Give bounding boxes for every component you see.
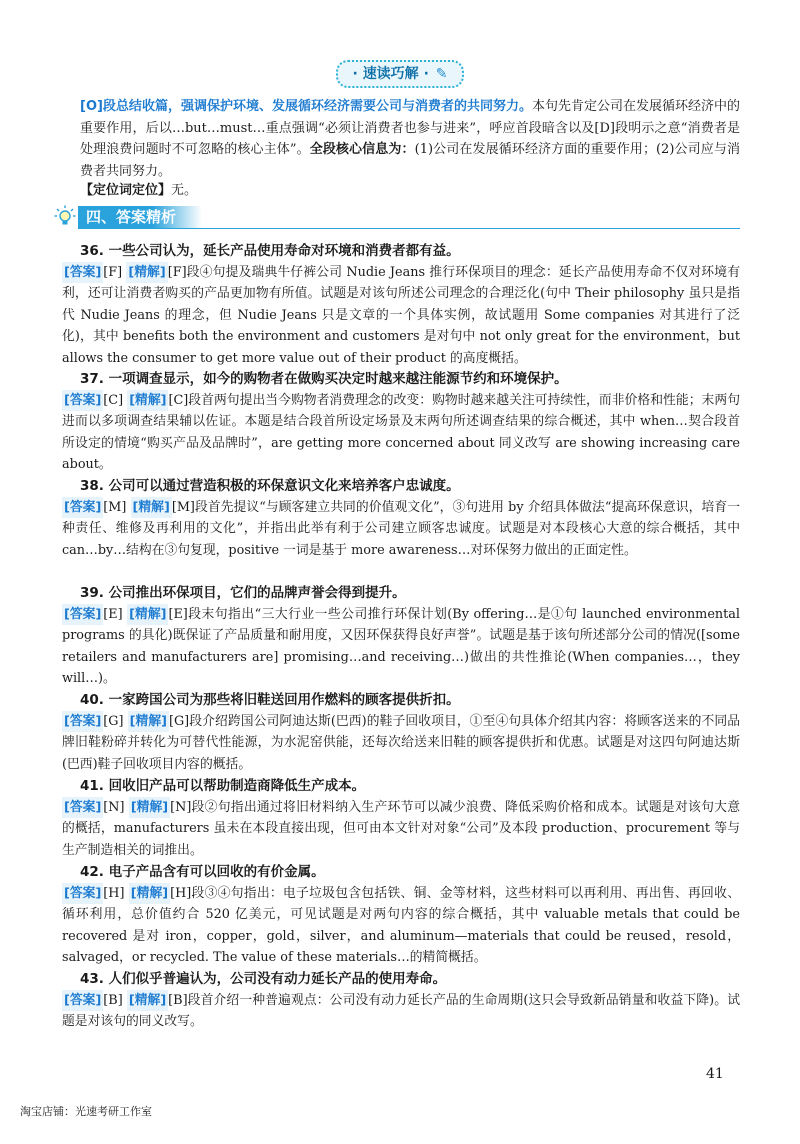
summary-paragraph bbox=[80, 96, 740, 182]
analysis-tag: [精解] bbox=[129, 883, 170, 904]
analysis-tag: [精解] bbox=[129, 797, 170, 818]
analysis-tag: [精解] bbox=[127, 604, 168, 625]
summary-body: 本句先肯定公司在发展循环经济中的重要作用，后以…but…must…重点强调“必须让消费者也参与进来”，呼应首段暗含以及[D]段明示之意“消费者是处理浪费问题时不可忽略的核心主体”。 bbox=[80, 99, 740, 157]
analysis-tag: [精解] bbox=[131, 497, 172, 518]
footer-shop-label: 淘宝店铺：光速考研工作室 bbox=[20, 1105, 152, 1118]
answer-38 bbox=[62, 497, 740, 561]
answer-tag: [答案] bbox=[62, 604, 103, 625]
answer-text: [H]段③④句指出：电子垃圾包含包括铁、铜、金等材料，这些材料可以再利用、再出售、再回收、循环利用，总价值约合 520 亿美元，可见试题是对两句内容的综合概括，其中 valuable metals that could be recovered 是对 iron，copper，gold，silver，and aluminum—materials that could be reused，resold，salvaged，or recycled. The value of these materials…的精简概括。 bbox=[62, 886, 740, 966]
analysis-tag: [精解] bbox=[128, 711, 169, 732]
answer-tag: [答案] bbox=[62, 711, 103, 732]
question-37: 37. 一项调查显示，如今的购物者在做购买决定时越来越注能源节约和环境保护。 bbox=[80, 371, 568, 387]
summary-lead: [O]段总结收篇，强调保护环境、发展循环经济需要公司与消费者的共同努力。 bbox=[80, 99, 532, 114]
core-text: (1)公司在发展循环经济方面的重要作用；(2)公司应与消费者共同努力。 bbox=[80, 142, 740, 179]
speed-reading-badge bbox=[336, 60, 463, 88]
speed-reading-header bbox=[0, 60, 800, 88]
badge-label: 速读巧解 bbox=[362, 66, 419, 82]
answer-text: [F]段④句提及瑞典牛仔裤公司 Nudie Jeans 推行环保项目的理念：延长产品使用寿命不仅对环境有利，还可让消费者购买的产品更加物有所值。试题是对该句所述公司理念的合理泛化(句中 Their philosophy 虽只是指代 Nudie Jeans 的理念，但 Nudie Jeans 只是文章的一个具体实例，故试题用 Some companies 对其进行了泛化)，其中 benefits both the environment and customers 是对句中 not only great for the environment，but allows the consumer to get more value out of their product 的高度概括。 bbox=[62, 265, 740, 366]
answer-key: [C] bbox=[103, 393, 124, 408]
locate-value: 无。 bbox=[171, 183, 198, 198]
answer-text: [B]段首介绍一种普遍观点：公司没有动力延长产品的生命周期(这只会导致新品销量和收益下降)。试题是对该句的同义改写。 bbox=[62, 993, 740, 1030]
analysis-tag: [精解] bbox=[127, 990, 168, 1011]
question-40: 40. 一家跨国公司为那些将旧鞋送回用作燃料的顾客提供折扣。 bbox=[80, 692, 460, 708]
answer-tag: [答案] bbox=[62, 990, 103, 1011]
core-label: 全段核心信息为： bbox=[309, 142, 415, 157]
answer-39 bbox=[62, 604, 740, 690]
answer-43 bbox=[62, 990, 740, 1033]
answer-tag: [答案] bbox=[62, 497, 103, 518]
section-title: 四、答案精析 bbox=[78, 206, 202, 228]
answer-text: [G]段介绍跨国公司阿迪达斯(巴西)的鞋子回收项目，①至④句具体介绍其内容：将顾客送来的不同品牌旧鞋粉碎并转化为可替代性能源，为水泥窑供能，还每次给送来旧鞋的顾客提供折和优惠。试题是对这四句阿迪达斯(巴西)鞋子回收项目内容的概括。 bbox=[62, 714, 740, 772]
locate-line bbox=[80, 180, 740, 202]
page-number: 41 bbox=[706, 1066, 724, 1082]
answer-tag: [答案] bbox=[62, 262, 103, 283]
answer-tag: [答案] bbox=[62, 390, 103, 411]
question-38: 38. 公司可以通过营造积极的环保意识文化来培养客户忠诚度。 bbox=[80, 478, 460, 494]
question-39: 39. 公司推出环保项目，它们的品牌声誉会得到提升。 bbox=[80, 585, 406, 601]
question-36: 36. 一些公司认为，延长产品使用寿命对环境和消费者都有益。 bbox=[80, 243, 460, 259]
answer-tag: [答案] bbox=[62, 883, 103, 904]
pen-icon: ✎ bbox=[435, 66, 448, 82]
answer-40 bbox=[62, 711, 740, 775]
answer-text: [N]段②句指出通过将旧材料纳入生产环节可以减少浪费、降低采购价格和成本。试题是对该句大意的概括，manufacturers 虽未在本段直接出现，但可由本文针对对象“公司”及本段 production、procurement 等与生产制造相关的词推出。 bbox=[62, 800, 740, 858]
question-41: 41. 回收旧产品可以帮助制造商降低生产成本。 bbox=[80, 778, 366, 794]
answer-key: [G] bbox=[103, 714, 124, 729]
answer-key: [M] bbox=[103, 500, 127, 515]
answer-text: [C]段首两句提出当今购物者消费理念的改变：购物时越来越关注可持续性，而非价格和性能；末两句进而以多项调查结果辅以佐证。本题是结合段首所设定场景及末两句所述调查结果的综合概述，其中 when…契合段首所设定的情境“购买产品及品牌时”，are getting more concerned about 同义改写 are showing increasing care about。 bbox=[62, 393, 740, 473]
section-header bbox=[50, 203, 740, 231]
badge-dot-right: · bbox=[423, 66, 429, 82]
answer-key: [B] bbox=[103, 993, 123, 1008]
analysis-tag: [精解] bbox=[127, 390, 168, 411]
answer-tag: [答案] bbox=[62, 797, 103, 818]
answer-41 bbox=[62, 797, 740, 861]
answer-key: [H] bbox=[103, 886, 125, 901]
lightbulb-icon bbox=[54, 205, 76, 227]
answer-key: [E] bbox=[103, 607, 123, 622]
locate-label: 【定位词定位】 bbox=[80, 183, 172, 198]
badge-dot-left: · bbox=[352, 66, 358, 82]
answer-key: [F] bbox=[103, 265, 123, 280]
question-43: 43. 人们似乎普遍认为，公司没有动力延长产品的使用寿命。 bbox=[80, 971, 447, 987]
section-rule bbox=[78, 228, 740, 229]
question-42: 42. 电子产品含有可以回收的有价金属。 bbox=[80, 864, 325, 880]
analysis-tag: [精解] bbox=[126, 262, 167, 283]
answer-42 bbox=[62, 883, 740, 969]
answer-key: [N] bbox=[103, 800, 125, 815]
answer-text: [E]段末句指出“三大行业一些公司推行环保计划(By offering…是①句 launched environmental programs 的具化)既保证了产品质量和耐用度，又因环保获得良好声誉”。试题是基于该句所述部分公司的情况([some retailers and manufacturers are] promising…and receiving…)做出的共性推论(When companies…，they will…)。 bbox=[62, 607, 740, 687]
answer-36 bbox=[62, 262, 740, 369]
answer-text: [M]段首先提议“与顾客建立共同的价值观文化”，③句进用 by 介绍具体做法“提高环保意识，培育一种责任、维修及再利用的文化”，并指出此举有利于公司建立顾客忠诚度。试题是对本段核心大意的综合概括，其中 can…by…结构在③句复现，positive 一词是基于 more awareness…对环保努力做出的正面定性。 bbox=[62, 500, 740, 558]
answer-37 bbox=[62, 390, 740, 476]
